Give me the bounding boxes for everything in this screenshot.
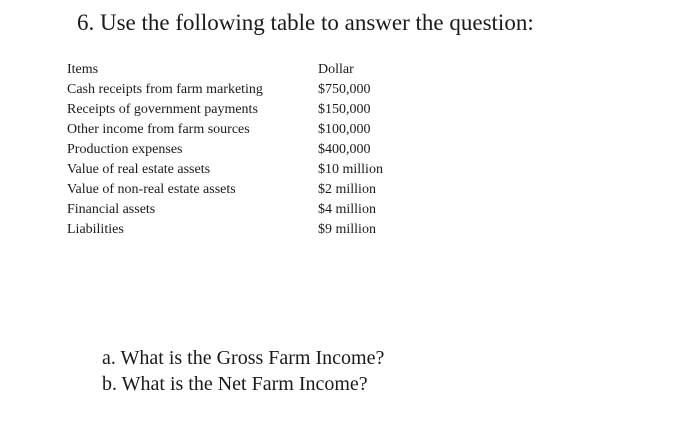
table-row	[67, 120, 418, 140]
table-row	[67, 160, 418, 180]
column-header-items: Items	[67, 62, 99, 77]
row-value: $100,000	[318, 122, 371, 137]
row-value: $2 million	[318, 182, 376, 197]
table-header-row	[67, 60, 418, 80]
table-row	[67, 140, 418, 160]
row-item: Value of non-real estate assets	[67, 182, 236, 197]
row-value: $400,000	[318, 142, 371, 157]
row-value: $10 million	[318, 162, 383, 177]
question-b: b. What is the Net Farm Income?	[102, 373, 368, 395]
question-heading: 6. Use the following table to answer the question:	[77, 10, 534, 35]
row-item: Receipts of government payments	[67, 102, 258, 117]
row-item: Value of real estate assets	[67, 162, 211, 177]
table-row	[67, 180, 418, 200]
row-value: $9 million	[318, 222, 376, 237]
row-item: Cash receipts from farm marketing	[67, 82, 263, 97]
table-row	[67, 100, 418, 120]
table-row	[67, 200, 418, 220]
row-item: Other income from farm sources	[67, 122, 250, 137]
row-value: $750,000	[318, 82, 371, 97]
row-value: $150,000	[318, 102, 371, 117]
column-header-dollar: Dollar	[318, 62, 354, 77]
row-item: Financial assets	[67, 202, 156, 217]
table-row	[67, 220, 418, 240]
question-list	[102, 345, 384, 397]
row-item: Production expenses	[67, 142, 183, 157]
farm-income-table	[67, 60, 418, 240]
table-row	[67, 80, 418, 100]
question-a: a. What is the Gross Farm Income?	[102, 347, 385, 369]
row-value: $4 million	[318, 202, 376, 217]
row-item: Liabilities	[67, 222, 124, 237]
